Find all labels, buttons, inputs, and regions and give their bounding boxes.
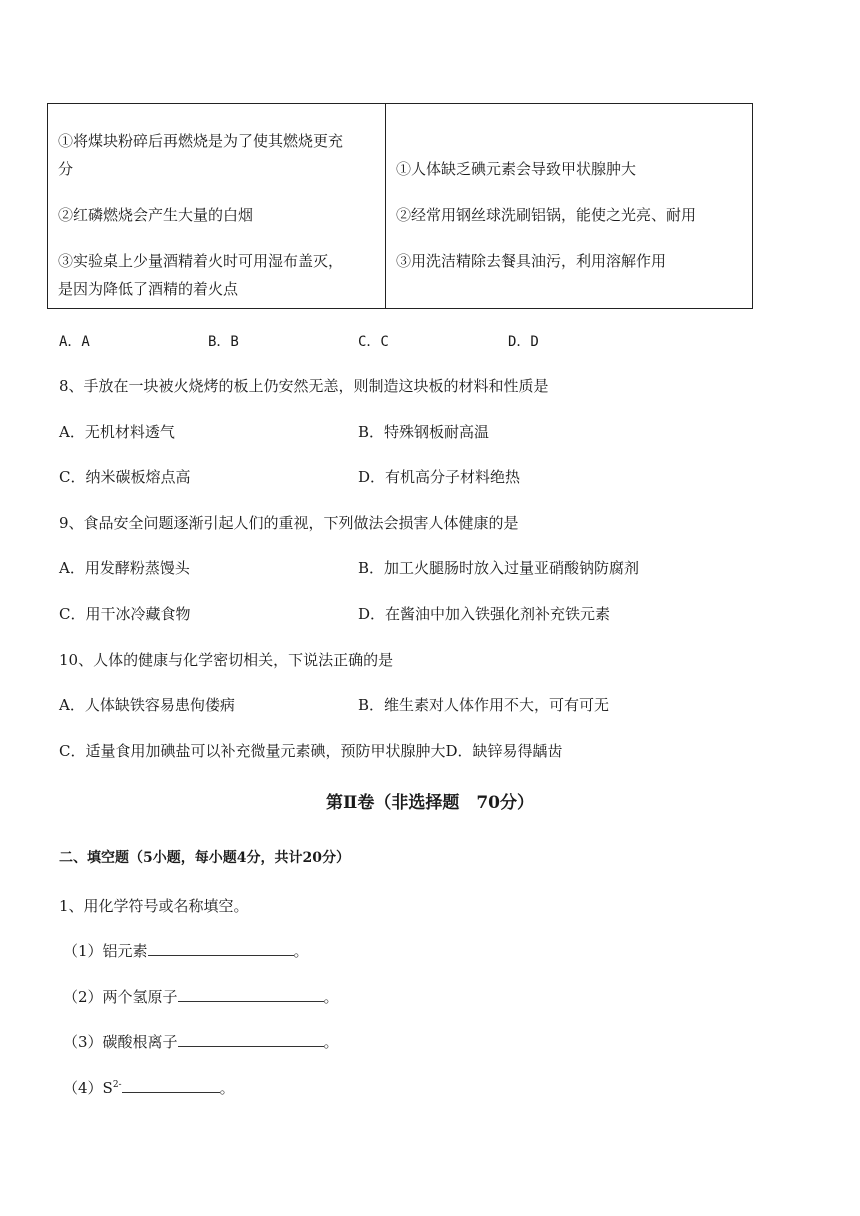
right-statement-1: ①人体缺乏碘元素会导致甲状腺肿大 <box>396 160 637 178</box>
left-statement-2: ②红磷燃烧会产生大量的白烟 <box>58 206 254 224</box>
left-statement-1-line2: 分 <box>58 160 74 178</box>
q9-stem: 9、食品安全问题逐渐引起人们的重视，下列做法会损害人体健康的是 <box>59 514 519 532</box>
q9-option-d: D．在酱油中加入铁强化剂补充铁元素 <box>358 605 611 623</box>
fill1-item-4-end: 。 <box>219 1079 235 1097</box>
q10-option-cd: C．适量食用加碘盐可以补充微量元素碘，预防甲状腺肿大D．缺锌易得龋齿 <box>59 742 563 760</box>
left-statement-1-line1: ①将煤块粉碎后再燃烧是为了使其燃烧更充 <box>58 132 344 150</box>
fill1-item-1-end: 。 <box>293 942 309 960</box>
left-statement-3-line1: ③实验桌上少量酒精着火时可用湿布盖灭， <box>58 252 344 270</box>
fill1-item-4-superscript: 2- <box>112 1080 122 1090</box>
right-statement-3: ③用洗洁精除去餐具油污，利用溶解作用 <box>396 252 667 270</box>
answer-blank-3[interactable] <box>178 1034 324 1047</box>
right-statement-2: ②经常用钢丝球洗刷铝锅，能使之光亮、耐用 <box>396 206 697 224</box>
q9-option-b: B．加工火腿肠时放入过量亚硝酸钠防腐剂 <box>358 559 640 577</box>
q10-stem: 10、人体的健康与化学密切相关，下说法正确的是 <box>59 651 394 669</box>
statement-table <box>47 103 753 309</box>
fill1-item-2-label: （2）两个氢原子 <box>63 988 178 1006</box>
q8-option-d: D．有机高分子材料绝热 <box>358 468 521 486</box>
q9-option-a: A．用发酵粉蒸馒头 <box>59 559 190 577</box>
left-statement-3-line2: 是因为降低了酒精的着火点 <box>58 280 239 298</box>
answer-blank-1[interactable] <box>148 943 294 956</box>
q10-option-b: B．维生素对人体作用不大，可有可无 <box>358 696 610 714</box>
fill1-item-1-label: （1）铝元素 <box>63 942 148 960</box>
section2-title: 二、填空题（5小题，每小题4分，共计20分） <box>59 850 350 866</box>
fill1-item-4 <box>63 1080 235 1096</box>
q7-option-a: A．A <box>59 334 90 350</box>
table-right-column <box>386 104 752 308</box>
q8-stem: 8、手放在一块被火烧烤的板上仍安然无恙，则制造这块板的材料和性质是 <box>59 377 549 395</box>
q10-option-a: A．人体缺铁容易患佝偻病 <box>59 696 235 714</box>
q7-option-b: B．B <box>208 334 239 350</box>
fill1-stem: 1、用化学符号或名称填空。 <box>59 897 249 915</box>
fill1-item-2-end: 。 <box>323 988 339 1006</box>
q7-option-d: D．D <box>508 334 539 350</box>
answer-blank-4[interactable] <box>122 1080 220 1093</box>
fill1-item-1 <box>63 943 309 959</box>
fill1-item-3-label: （3）碳酸根离子 <box>63 1033 178 1051</box>
fill1-item-3-end: 。 <box>323 1033 339 1051</box>
q7-option-c: C．C <box>358 334 389 350</box>
q8-option-c: C．纳米碳板熔点高 <box>59 468 191 486</box>
q9-option-c: C．用干冰冷藏食物 <box>59 605 191 623</box>
fill1-item-4-label: （4）S <box>63 1079 113 1097</box>
table-left-column <box>48 104 386 308</box>
part2-title: 第Ⅱ卷（非选择题 70分） <box>326 793 534 813</box>
q8-option-b: B．特殊钢板耐高温 <box>358 423 490 441</box>
q8-option-a: A．无机材料透气 <box>59 423 175 441</box>
fill1-item-2 <box>63 989 339 1005</box>
fill1-item-3 <box>63 1034 339 1050</box>
answer-blank-2[interactable] <box>178 989 324 1002</box>
